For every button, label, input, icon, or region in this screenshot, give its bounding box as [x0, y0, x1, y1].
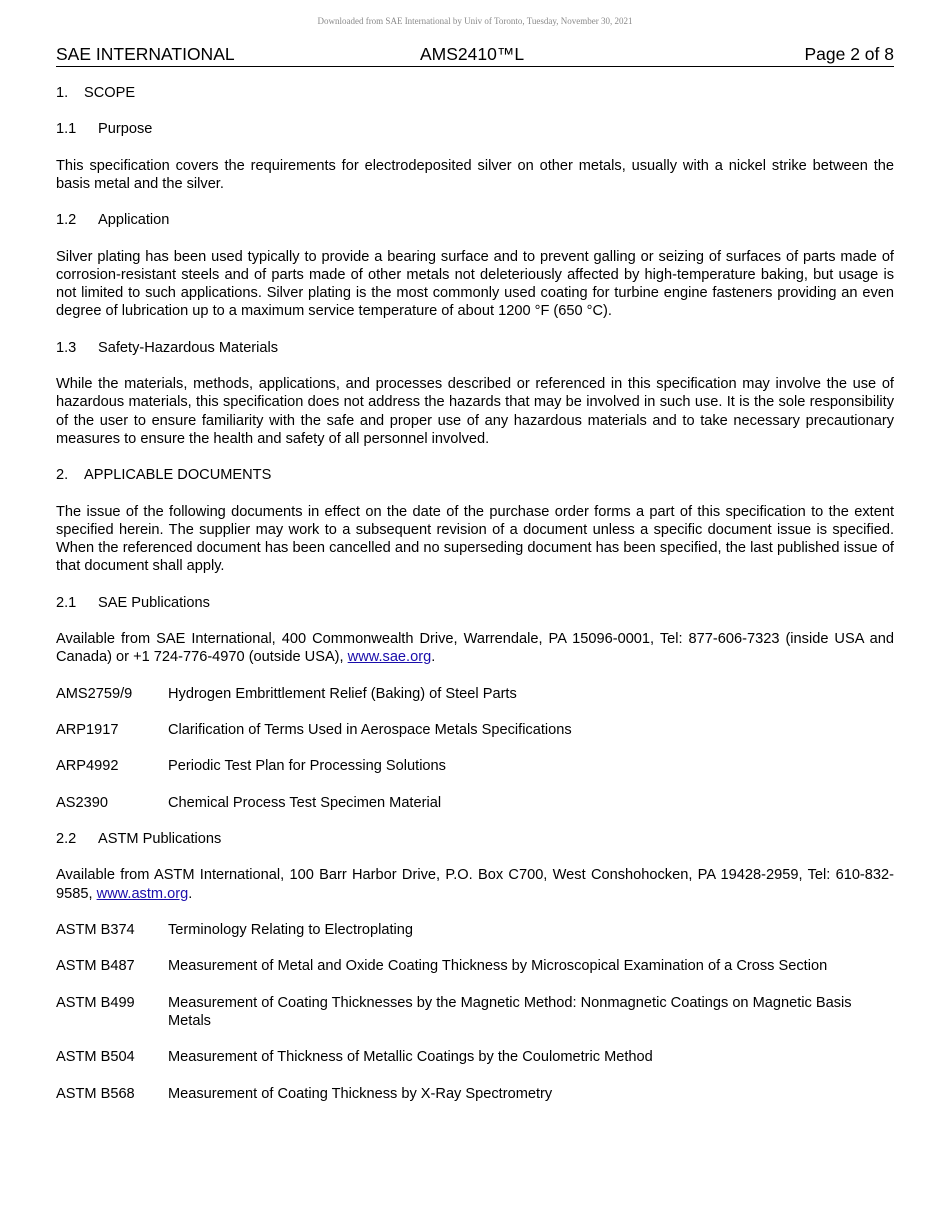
section-title: Purpose — [98, 121, 153, 138]
section-title: ASTM Publications — [98, 831, 222, 848]
reference-row — [56, 957, 894, 975]
reference-row — [56, 921, 894, 939]
application-paragraph: Silver plating has been used typically to provide a bearing surface and to prevent galling or seizing of surfaces of parts made of corrosion-resistant steels and of parts made of other metals not deleteriously affected by high-temperature baking, but usage is not limited to such applications. Silver plating is the most commonly used coating for turbine engine fasteners providing an even degree of lubrication up to a maximum service temperature of about 1200 °F (650 °C). — [56, 248, 894, 320]
sae-availability-end: . — [431, 649, 436, 666]
reference-title: Clarification of Terms Used in Aerospace Metals Specifications — [168, 721, 572, 738]
reference-code: AS2390 — [56, 794, 108, 811]
sae-website-link[interactable]: www.sae.org — [347, 649, 432, 666]
section-number: 1. — [56, 85, 69, 101]
section-number: 1.1 — [56, 121, 77, 138]
reference-title: Chemical Process Test Specimen Material — [168, 794, 442, 811]
section-1-1-heading — [56, 120, 894, 138]
astm-website-link[interactable]: www.astm.org — [96, 885, 189, 902]
reference-code: ASTM B374 — [56, 922, 135, 939]
section-number: 2. — [56, 467, 69, 484]
reference-title: Measurement of Metal and Oxide Coating Thickness by Microscopical Examination of a Cross Section — [168, 958, 828, 975]
sae-availability-paragraph — [56, 630, 894, 666]
reference-code: ASTM B499 — [56, 994, 135, 1011]
safety-paragraph: While the materials, methods, applications, and processes described or referenced in this specification may involve the use of hazardous materials, this specification does not address the hazards that may be involved in such use. It is the sole responsibility of the user to ensure familiarity with the safe and proper use of any hazardous materials and to take necessary precautionary measures to ensure the health and safety of all personnel involved. — [56, 376, 894, 447]
reference-row — [56, 794, 894, 812]
section-number: 2.1 — [56, 594, 77, 611]
section-title: Safety-Hazardous Materials — [98, 339, 279, 356]
reference-row — [56, 721, 894, 739]
reference-title: Measurement of Coating Thicknesses by the Magnetic Method: Nonmagnetic Coatings on Magnetic Basis Metals — [168, 994, 852, 1030]
purpose-paragraph: This specification covers the requirements for electrodeposited silver on other metals, usually with a nickel strike between the basis metal and the silver. — [56, 157, 894, 192]
header-org: SAE INTERNATIONAL — [56, 44, 235, 64]
reference-code: AMS2759/9 — [56, 685, 133, 702]
section-number: 1.3 — [56, 339, 77, 356]
reference-row — [56, 994, 894, 1030]
reference-title: Hydrogen Embrittlement Relief (Baking) of Steel Parts — [168, 685, 517, 702]
section-2-2-heading — [56, 830, 894, 848]
reference-title: Periodic Test Plan for Processing Solutions — [168, 758, 446, 775]
reference-code: ARP4992 — [56, 758, 119, 775]
applicable-documents-paragraph: The issue of the following documents in effect on the date of the purchase order forms a part of this specification to the extent specified herein. The supplier may work to a subsequent revision of a document unless a specific document issue is specified. When the referenced document has been cancelled and no superseding document has been specified, the last published issue of that document shall apply. — [56, 503, 894, 575]
section-1-3-heading — [56, 339, 894, 357]
reference-row — [56, 1085, 894, 1103]
reference-code: ARP1917 — [56, 721, 119, 738]
astm-availability-text: Available from ASTM International, 100 Barr Harbor Drive, P.O. Box C700, West Conshohocken, PA 19428-2959, Tel: 610-832-9585, — [56, 867, 894, 902]
astm-availability-end: . — [188, 885, 193, 902]
section-title: APPLICABLE DOCUMENTS — [84, 467, 272, 484]
section-1-2-heading — [56, 211, 894, 229]
section-1-heading — [56, 84, 894, 102]
reference-row — [56, 685, 894, 703]
page-header — [56, 44, 894, 67]
document-body — [56, 84, 894, 1121]
section-number: 2.2 — [56, 831, 77, 848]
reference-code: ASTM B487 — [56, 958, 135, 975]
header-doc-id: AMS2410™L — [420, 44, 525, 64]
section-2-1-heading — [56, 594, 894, 612]
sae-availability-text: Available from SAE International, 400 Commonwealth Drive, Warrendale, PA 15096-0001, Tel: 877-606-7323 (inside USA and Canada) or +1 724-776-4970 (outside USA), — [56, 630, 894, 666]
reference-row — [56, 1048, 894, 1066]
section-title: SAE Publications — [98, 594, 210, 611]
reference-title: Measurement of Thickness of Metallic Coatings by the Coulometric Method — [168, 1049, 653, 1066]
reference-title: Measurement of Coating Thickness by X-Ray Spectrometry — [168, 1085, 553, 1102]
astm-availability-paragraph — [56, 866, 894, 902]
reference-code: ASTM B504 — [56, 1049, 135, 1066]
reference-row — [56, 757, 894, 775]
section-number: 1.2 — [56, 212, 77, 229]
section-title: SCOPE — [84, 85, 136, 101]
download-watermark: Downloaded from SAE International by Univ of Toronto, Tuesday, November 30, 2021 — [317, 16, 633, 26]
reference-code: ASTM B568 — [56, 1085, 135, 1102]
header-page-number: Page 2 of 8 — [804, 44, 894, 64]
reference-title: Terminology Relating to Electroplating — [168, 922, 413, 939]
section-title: Application — [98, 212, 170, 229]
section-2-heading — [56, 466, 894, 484]
